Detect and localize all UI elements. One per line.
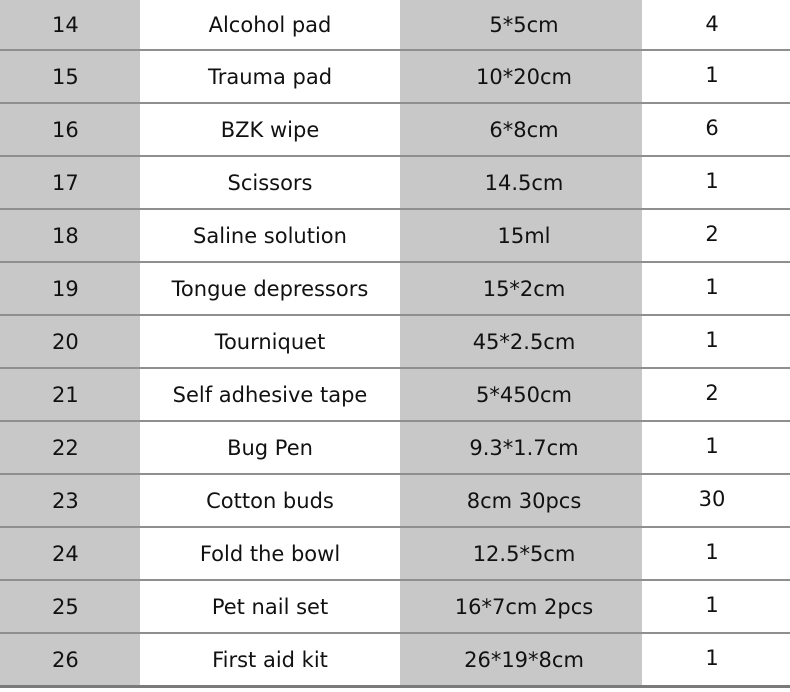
item-name: Scissors (140, 157, 400, 208)
item-quantity: 1 (642, 528, 790, 579)
item-quantity: 1 (642, 51, 790, 102)
item-quantity: 1 (642, 422, 790, 473)
item-size: 26*19*8cm (400, 634, 642, 685)
item-number: 22 (0, 422, 140, 473)
item-name: Tongue depressors (140, 263, 400, 314)
item-number: 20 (0, 316, 140, 367)
item-number: 18 (0, 210, 140, 261)
item-quantity: 1 (642, 316, 790, 367)
item-number: 19 (0, 263, 140, 314)
item-name: Tourniquet (140, 316, 400, 367)
table-row (0, 369, 790, 422)
item-size: 16*7cm 2pcs (400, 581, 642, 632)
item-number: 17 (0, 157, 140, 208)
item-number: 14 (0, 0, 140, 49)
item-name: Fold the bowl (140, 528, 400, 579)
item-name: First aid kit (140, 634, 400, 685)
item-name: Pet nail set (140, 581, 400, 632)
table-row (0, 316, 790, 369)
table-row (0, 51, 790, 104)
item-size: 45*2.5cm (400, 316, 642, 367)
item-number: 26 (0, 634, 140, 685)
item-size: 10*20cm (400, 51, 642, 102)
item-name: Self adhesive tape (140, 369, 400, 420)
item-number: 23 (0, 475, 140, 526)
item-quantity: 1 (642, 263, 790, 314)
item-number: 21 (0, 369, 140, 420)
item-quantity: 6 (642, 104, 790, 155)
table-row (0, 475, 790, 528)
item-name: Alcohol pad (140, 0, 400, 49)
item-name: BZK wipe (140, 104, 400, 155)
table-row (0, 422, 790, 475)
item-quantity: 1 (642, 157, 790, 208)
item-size: 6*8cm (400, 104, 642, 155)
item-size: 5*5cm (400, 0, 642, 49)
item-size: 15ml (400, 210, 642, 261)
item-quantity: 4 (642, 0, 790, 49)
table-row (0, 0, 790, 51)
item-size: 8cm 30pcs (400, 475, 642, 526)
item-quantity: 30 (642, 475, 790, 526)
table-row (0, 210, 790, 263)
item-quantity: 1 (642, 581, 790, 632)
item-number: 16 (0, 104, 140, 155)
item-size: 5*450cm (400, 369, 642, 420)
item-quantity: 2 (642, 369, 790, 420)
item-quantity: 2 (642, 210, 790, 261)
table-row (0, 634, 790, 688)
item-number: 15 (0, 51, 140, 102)
table-row (0, 528, 790, 581)
table-row (0, 104, 790, 157)
table-row (0, 263, 790, 316)
item-size: 15*2cm (400, 263, 642, 314)
table-row (0, 581, 790, 634)
item-name: Bug Pen (140, 422, 400, 473)
item-name: Saline solution (140, 210, 400, 261)
item-name: Cotton buds (140, 475, 400, 526)
item-size: 14.5cm (400, 157, 642, 208)
item-number: 25 (0, 581, 140, 632)
item-number: 24 (0, 528, 140, 579)
item-quantity: 1 (642, 634, 790, 685)
item-name: Trauma pad (140, 51, 400, 102)
item-size: 12.5*5cm (400, 528, 642, 579)
item-size: 9.3*1.7cm (400, 422, 642, 473)
table-row (0, 157, 790, 210)
